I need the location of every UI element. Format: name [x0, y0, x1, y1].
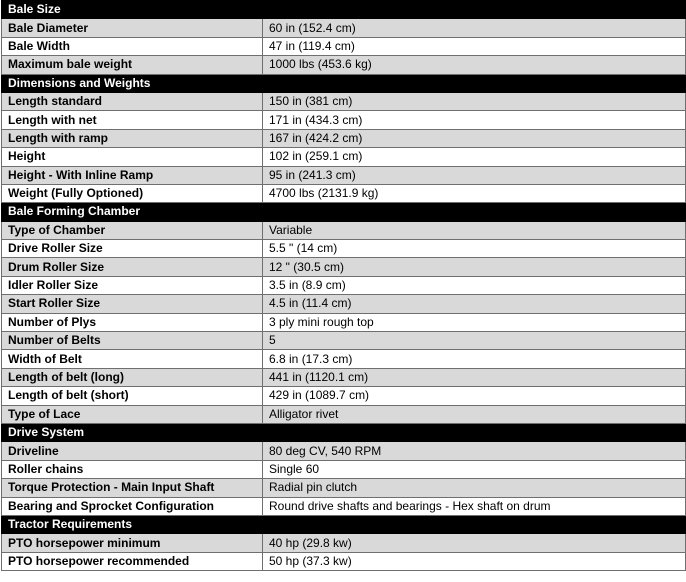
spec-row: [2, 460, 686, 478]
spec-value: 4.5 in (11.4 cm): [263, 295, 686, 313]
spec-row: [2, 332, 686, 350]
spec-label: Length standard: [2, 92, 263, 110]
spec-row: [2, 387, 686, 405]
spec-value: Variable: [263, 221, 686, 239]
spec-label: Number of Belts: [2, 332, 263, 350]
spec-row: [2, 497, 686, 515]
spec-row: [2, 148, 686, 166]
spec-label: Bale Diameter: [2, 19, 263, 37]
section-header-row: [2, 515, 686, 533]
spec-label: Length of belt (short): [2, 387, 263, 405]
section-header-blank: [263, 203, 686, 221]
spec-row: [2, 129, 686, 147]
spec-value: 429 in (1089.7 cm): [263, 387, 686, 405]
spec-row: [2, 37, 686, 55]
spec-row: [2, 166, 686, 184]
section-header-blank: [263, 423, 686, 441]
spec-value: Round drive shafts and bearings - Hex shaft on drum: [263, 497, 686, 515]
spec-label: Maximum bale weight: [2, 56, 263, 74]
spec-table: [1, 0, 686, 571]
spec-value: 6.8 in (17.3 cm): [263, 350, 686, 368]
spec-value: 3 ply mini rough top: [263, 313, 686, 331]
spec-value: 4700 lbs (2131.9 kg): [263, 184, 686, 202]
spec-row: [2, 479, 686, 497]
spec-value: 50 hp (37.3 kw): [263, 552, 686, 570]
spec-row: [2, 258, 686, 276]
spec-row: [2, 92, 686, 110]
spec-label: Length with ramp: [2, 129, 263, 147]
section-header-row: [2, 74, 686, 92]
spec-value: 12 " (30.5 cm): [263, 258, 686, 276]
spec-row: [2, 552, 686, 570]
spec-row: [2, 19, 686, 37]
spec-row: [2, 534, 686, 552]
spec-value: Alligator rivet: [263, 405, 686, 423]
section-header-blank: [263, 1, 686, 19]
spec-label: Height - With Inline Ramp: [2, 166, 263, 184]
spec-label: Drum Roller Size: [2, 258, 263, 276]
spec-label: Bale Width: [2, 37, 263, 55]
section-header-blank: [263, 74, 686, 92]
spec-value: Radial pin clutch: [263, 479, 686, 497]
spec-row: [2, 313, 686, 331]
spec-value: Single 60: [263, 460, 686, 478]
spec-row: [2, 405, 686, 423]
spec-value: 40 hp (29.8 kw): [263, 534, 686, 552]
spec-value: 102 in (259.1 cm): [263, 148, 686, 166]
spec-label: Length with net: [2, 111, 263, 129]
section-header-row: [2, 1, 686, 19]
spec-label: Roller chains: [2, 460, 263, 478]
spec-value: 80 deg CV, 540 RPM: [263, 442, 686, 460]
spec-value: 3.5 in (8.9 cm): [263, 276, 686, 294]
spec-label: Drive Roller Size: [2, 240, 263, 258]
spec-value: 1000 lbs (453.6 kg): [263, 56, 686, 74]
spec-row: [2, 442, 686, 460]
spec-label: Torque Protection - Main Input Shaft: [2, 479, 263, 497]
spec-label: Driveline: [2, 442, 263, 460]
section-title: Bale Forming Chamber: [2, 203, 263, 221]
spec-label: Type of Lace: [2, 405, 263, 423]
section-title: Drive System: [2, 423, 263, 441]
spec-label: Height: [2, 148, 263, 166]
spec-value: 95 in (241.3 cm): [263, 166, 686, 184]
spec-row: [2, 295, 686, 313]
section-header-row: [2, 203, 686, 221]
spec-value: 5: [263, 332, 686, 350]
spec-label: Length of belt (long): [2, 368, 263, 386]
spec-row: [2, 111, 686, 129]
spec-label: Weight (Fully Optioned): [2, 184, 263, 202]
spec-label: Idler Roller Size: [2, 276, 263, 294]
spec-label: Number of Plys: [2, 313, 263, 331]
spec-row: [2, 184, 686, 202]
section-header-blank: [263, 515, 686, 533]
spec-row: [2, 350, 686, 368]
spec-value: 167 in (424.2 cm): [263, 129, 686, 147]
spec-value: 5.5 " (14 cm): [263, 240, 686, 258]
spec-value: 47 in (119.4 cm): [263, 37, 686, 55]
spec-row: [2, 240, 686, 258]
spec-label: Type of Chamber: [2, 221, 263, 239]
spec-label: Bearing and Sprocket Configuration: [2, 497, 263, 515]
spec-row: [2, 56, 686, 74]
spec-value: 60 in (152.4 cm): [263, 19, 686, 37]
spec-label: PTO horsepower minimum: [2, 534, 263, 552]
spec-label: Width of Belt: [2, 350, 263, 368]
spec-row: [2, 276, 686, 294]
spec-label: PTO horsepower recommended: [2, 552, 263, 570]
spec-row: [2, 368, 686, 386]
section-title: Tractor Requirements: [2, 515, 263, 533]
spec-value: 441 in (1120.1 cm): [263, 368, 686, 386]
spec-value: 171 in (434.3 cm): [263, 111, 686, 129]
spec-value: 150 in (381 cm): [263, 92, 686, 110]
section-title: Dimensions and Weights: [2, 74, 263, 92]
section-header-row: [2, 423, 686, 441]
spec-row: [2, 221, 686, 239]
spec-label: Start Roller Size: [2, 295, 263, 313]
spec-table-body: [2, 1, 686, 571]
section-title: Bale Size: [2, 1, 263, 19]
